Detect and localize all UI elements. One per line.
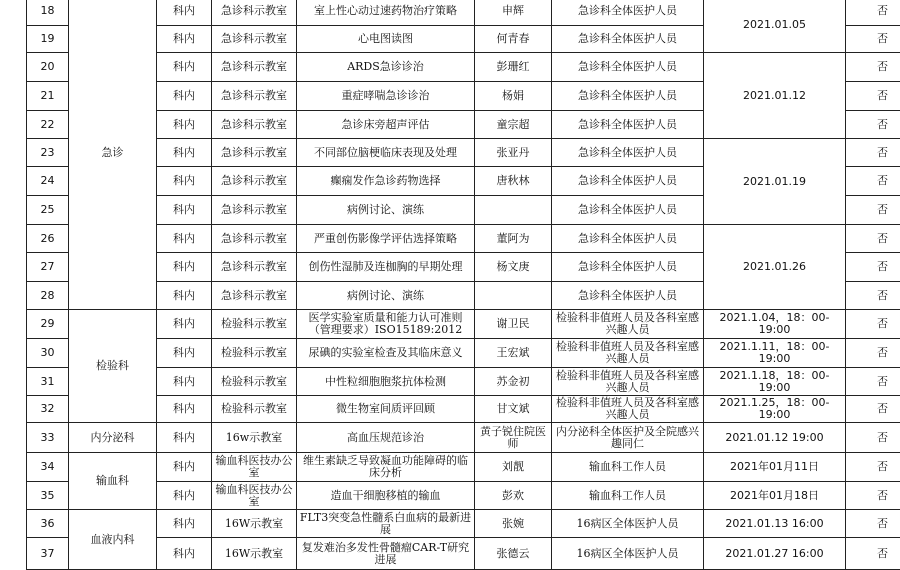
dept-cell: 科内 (157, 510, 212, 538)
table-row (27, 510, 900, 538)
audience-cell: 输血科工作人员 (552, 482, 704, 510)
date-cell: 2021.01.12 (704, 53, 846, 139)
row-number: 20 (27, 53, 69, 82)
flag-cell: 否 (846, 53, 900, 82)
flag-cell: 否 (846, 111, 900, 139)
flag-cell: 否 (846, 538, 900, 570)
speaker-cell: 黄子锐住院医师 (475, 423, 552, 453)
speaker-cell: 甘文斌 (475, 396, 552, 423)
flag-cell: 否 (846, 139, 900, 167)
speaker-cell: 董阿为 (475, 225, 552, 253)
table-row (27, 482, 900, 510)
schedule-table (26, 0, 900, 570)
row-number: 30 (27, 339, 69, 368)
date-cell: 2021年01月18日 (704, 482, 846, 510)
date-cell: 2021年01月11日 (704, 453, 846, 482)
audience-cell: 急诊科全体医护人员 (552, 196, 704, 225)
speaker-cell: 彭欢 (475, 482, 552, 510)
row-number: 35 (27, 482, 69, 510)
room-cell: 急诊科示教室 (212, 253, 297, 282)
topic-cell: 病例讨论、演练 (297, 282, 475, 310)
dept-cell: 科内 (157, 282, 212, 310)
flag-cell: 否 (846, 225, 900, 253)
room-cell: 16w示教室 (212, 423, 297, 453)
table-row (27, 423, 900, 453)
topic-cell: 复发难治多发性骨髓瘤CAR-T研究进展 (297, 538, 475, 570)
room-cell: 输血科医技办公室 (212, 453, 297, 482)
row-number: 37 (27, 538, 69, 570)
speaker-cell: 张德云 (475, 538, 552, 570)
speaker-cell: 谢卫民 (475, 310, 552, 339)
topic-cell: 维生素缺乏导致凝血功能障碍的临床分析 (297, 453, 475, 482)
topic-cell: 造血干细胞移植的输血 (297, 482, 475, 510)
flag-cell: 否 (846, 368, 900, 396)
topic-cell: 尿碘的实验室检查及其临床意义 (297, 339, 475, 368)
topic-cell: 严重创伤影像学评估选择策略 (297, 225, 475, 253)
table-row (27, 339, 900, 368)
flag-cell: 否 (846, 453, 900, 482)
group-label: 血液内科 (69, 510, 157, 570)
row-number: 33 (27, 423, 69, 453)
speaker-cell: 杨娟 (475, 82, 552, 111)
speaker-cell: 刘靓 (475, 453, 552, 482)
speaker-cell: 杨文庚 (475, 253, 552, 282)
date-cell: 2021.1.18，18：00-19:00 (704, 368, 846, 396)
date-cell: 2021.01.05 (704, 0, 846, 53)
dept-cell: 科内 (157, 26, 212, 53)
speaker-cell: 申辉 (475, 0, 552, 26)
speaker-cell: 张亚丹 (475, 139, 552, 167)
topic-cell: 心电图读图 (297, 26, 475, 53)
speaker-cell: 张婉 (475, 510, 552, 538)
flag-cell: 否 (846, 282, 900, 310)
row-number: 19 (27, 26, 69, 53)
group-label: 急诊 (69, 0, 157, 310)
dept-cell: 科内 (157, 139, 212, 167)
topic-cell: FLT3突变急性髓系白血病的最新进展 (297, 510, 475, 538)
dept-cell: 科内 (157, 253, 212, 282)
flag-cell: 否 (846, 310, 900, 339)
dept-cell: 科内 (157, 310, 212, 339)
date-cell: 2021.01.19 (704, 139, 846, 225)
speaker-cell: 何青春 (475, 26, 552, 53)
topic-cell: 创伤性湿肺及连枷胸的早期处理 (297, 253, 475, 282)
audience-cell: 急诊科全体医护人员 (552, 282, 704, 310)
flag-cell: 否 (846, 253, 900, 282)
dept-cell: 科内 (157, 453, 212, 482)
room-cell: 16W示教室 (212, 510, 297, 538)
row-number: 21 (27, 82, 69, 111)
dept-cell: 科内 (157, 196, 212, 225)
audience-cell: 检验科非值班人员及各科室感兴趣人员 (552, 310, 704, 339)
audience-cell: 检验科非值班人员及各科室感兴趣人员 (552, 368, 704, 396)
date-cell: 2021.01.13 16:00 (704, 510, 846, 538)
dept-cell: 科内 (157, 225, 212, 253)
flag-cell: 否 (846, 167, 900, 196)
topic-cell: 重症哮喘急诊诊治 (297, 82, 475, 111)
row-number: 36 (27, 510, 69, 538)
speaker-cell: 王宏斌 (475, 339, 552, 368)
table-row (27, 53, 900, 82)
row-number: 28 (27, 282, 69, 310)
dept-cell: 科内 (157, 0, 212, 26)
audience-cell: 急诊科全体医护人员 (552, 0, 704, 26)
date-cell: 2021.1.04，18：00-19:00 (704, 310, 846, 339)
row-number: 18 (27, 0, 69, 26)
dept-cell: 科内 (157, 53, 212, 82)
audience-cell: 16病区全体医护人员 (552, 510, 704, 538)
audience-cell: 急诊科全体医护人员 (552, 225, 704, 253)
topic-cell: ARDS急诊诊治 (297, 53, 475, 82)
row-number: 25 (27, 196, 69, 225)
audience-cell: 急诊科全体医护人员 (552, 253, 704, 282)
row-number: 29 (27, 310, 69, 339)
flag-cell: 否 (846, 0, 900, 26)
table-row (27, 453, 900, 482)
speaker-cell: 童宗超 (475, 111, 552, 139)
group-label: 检验科 (69, 310, 157, 423)
flag-cell: 否 (846, 396, 900, 423)
flag-cell: 否 (846, 423, 900, 453)
speaker-cell: 彭珊红 (475, 53, 552, 82)
audience-cell: 内分泌科全体医护及全院感兴趣同仁 (552, 423, 704, 453)
audience-cell: 急诊科全体医护人员 (552, 167, 704, 196)
topic-cell: 癫痫发作急诊药物选择 (297, 167, 475, 196)
audience-cell: 检验科非值班人员及各科室感兴趣人员 (552, 396, 704, 423)
topic-cell: 急诊床旁超声评估 (297, 111, 475, 139)
topic-cell: 医学实验室质量和能力认可准则（管理要求）ISO15189:2012 (297, 310, 475, 339)
room-cell: 检验科示教室 (212, 368, 297, 396)
room-cell: 急诊科示教室 (212, 26, 297, 53)
dept-cell: 科内 (157, 423, 212, 453)
row-number: 24 (27, 167, 69, 196)
table-row (27, 225, 900, 253)
row-number: 32 (27, 396, 69, 423)
date-cell: 2021.1.11，18：00-19:00 (704, 339, 846, 368)
dept-cell: 科内 (157, 82, 212, 111)
table-row (27, 139, 900, 167)
table-row (27, 368, 900, 396)
table-row (27, 396, 900, 423)
room-cell: 急诊科示教室 (212, 139, 297, 167)
flag-cell: 否 (846, 82, 900, 111)
room-cell: 检验科示教室 (212, 396, 297, 423)
room-cell: 检验科示教室 (212, 339, 297, 368)
topic-cell: 病例讨论、演练 (297, 196, 475, 225)
table-row (27, 310, 900, 339)
flag-cell: 否 (846, 339, 900, 368)
date-cell: 2021.01.26 (704, 225, 846, 310)
group-label: 内分泌科 (69, 423, 157, 453)
speaker-cell (475, 282, 552, 310)
audience-cell: 急诊科全体医护人员 (552, 139, 704, 167)
topic-cell: 室上性心动过速药物治疗策略 (297, 0, 475, 26)
room-cell: 急诊科示教室 (212, 196, 297, 225)
row-number: 22 (27, 111, 69, 139)
audience-cell: 16病区全体医护人员 (552, 538, 704, 570)
flag-cell: 否 (846, 482, 900, 510)
speaker-cell: 苏金初 (475, 368, 552, 396)
room-cell: 急诊科示教室 (212, 82, 297, 111)
room-cell: 急诊科示教室 (212, 167, 297, 196)
row-number: 26 (27, 225, 69, 253)
room-cell: 急诊科示教室 (212, 282, 297, 310)
dept-cell: 科内 (157, 538, 212, 570)
speaker-cell: 唐秋林 (475, 167, 552, 196)
table-row (27, 0, 900, 26)
topic-cell: 中性粒细胞胞浆抗体检测 (297, 368, 475, 396)
room-cell: 急诊科示教室 (212, 225, 297, 253)
flag-cell: 否 (846, 196, 900, 225)
group-label: 输血科 (69, 453, 157, 510)
audience-cell: 输血科工作人员 (552, 453, 704, 482)
room-cell: 急诊科示教室 (212, 53, 297, 82)
flag-cell: 否 (846, 510, 900, 538)
dept-cell: 科内 (157, 111, 212, 139)
date-cell: 2021.01.12 19:00 (704, 423, 846, 453)
dept-cell: 科内 (157, 368, 212, 396)
room-cell: 急诊科示教室 (212, 111, 297, 139)
row-number: 31 (27, 368, 69, 396)
dept-cell: 科内 (157, 167, 212, 196)
row-number: 23 (27, 139, 69, 167)
room-cell: 输血科医技办公室 (212, 482, 297, 510)
dept-cell: 科内 (157, 339, 212, 368)
date-cell: 2021.01.27 16:00 (704, 538, 846, 570)
audience-cell: 急诊科全体医护人员 (552, 111, 704, 139)
audience-cell: 急诊科全体医护人员 (552, 82, 704, 111)
room-cell: 16W示教室 (212, 538, 297, 570)
dept-cell: 科内 (157, 482, 212, 510)
room-cell: 急诊科示教室 (212, 0, 297, 26)
topic-cell: 不同部位脑梗临床表现及处理 (297, 139, 475, 167)
row-number: 34 (27, 453, 69, 482)
table-row (27, 538, 900, 570)
audience-cell: 急诊科全体医护人员 (552, 53, 704, 82)
audience-cell: 急诊科全体医护人员 (552, 26, 704, 53)
dept-cell: 科内 (157, 396, 212, 423)
topic-cell: 微生物室间质评回顾 (297, 396, 475, 423)
room-cell: 检验科示教室 (212, 310, 297, 339)
audience-cell: 检验科非值班人员及各科室感兴趣人员 (552, 339, 704, 368)
topic-cell: 高血压规范诊治 (297, 423, 475, 453)
date-cell: 2021.1.25，18：00-19:00 (704, 396, 846, 423)
flag-cell: 否 (846, 26, 900, 53)
speaker-cell (475, 196, 552, 225)
row-number: 27 (27, 253, 69, 282)
